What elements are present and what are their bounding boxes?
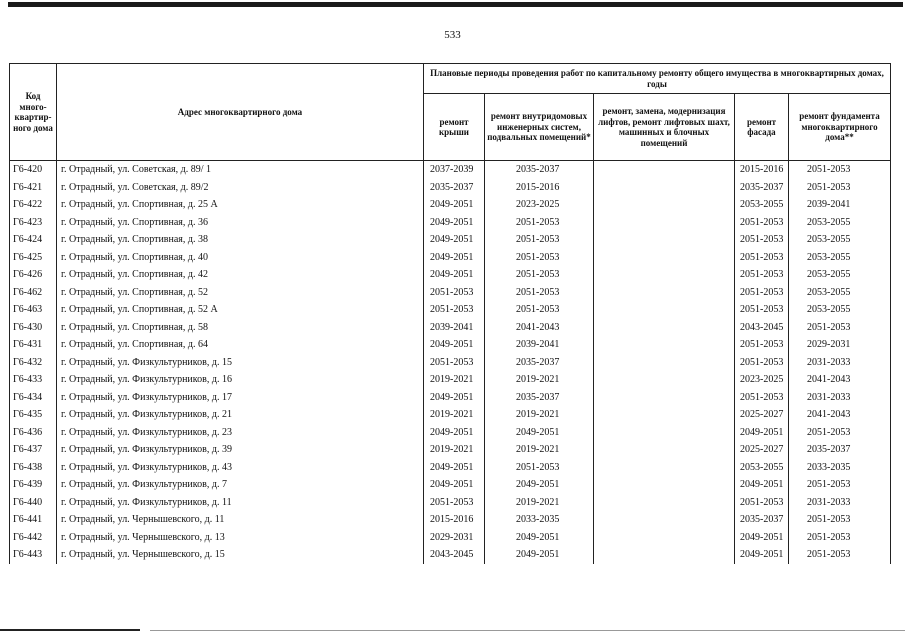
cell-lifts — [594, 406, 735, 424]
table-row — [10, 424, 891, 442]
cell-code: Г6-431 — [10, 336, 57, 354]
cell-foundation: 2051-2053 — [789, 529, 891, 547]
cell-roof: 2049-2051 — [424, 231, 485, 249]
table-row — [10, 179, 891, 197]
cell-foundation: 2031-2033 — [789, 494, 891, 512]
cell-address: г. Отрадный, ул. Спортивная, д. 42 — [57, 266, 424, 284]
cell-roof: 2049-2051 — [424, 196, 485, 214]
cell-address: г. Отрадный, ул. Физкультурников, д. 39 — [57, 441, 424, 459]
cell-facade: 2051-2053 — [735, 284, 789, 302]
cell-facade: 2051-2053 — [735, 249, 789, 267]
cell-code: Г6-433 — [10, 371, 57, 389]
table-row — [10, 319, 891, 337]
cell-roof: 2051-2053 — [424, 354, 485, 372]
cell-foundation: 2051-2053 — [789, 511, 891, 529]
cell-foundation: 2051-2053 — [789, 319, 891, 337]
cell-facade: 2053-2055 — [735, 459, 789, 477]
cell-engineering: 2051-2053 — [485, 249, 594, 267]
cell-address: г. Отрадный, ул. Спортивная, д. 58 — [57, 319, 424, 337]
cell-code: Г6-437 — [10, 441, 57, 459]
cell-engineering: 2035-2037 — [485, 389, 594, 407]
cell-address: г. Отрадный, ул. Спортивная, д. 38 — [57, 231, 424, 249]
cell-facade: 2035-2037 — [735, 179, 789, 197]
cell-foundation: 2029-2031 — [789, 336, 891, 354]
cell-foundation: 2031-2033 — [789, 389, 891, 407]
header-engineering: ремонт внутридомовых инженерных систем, подвальных помещений* — [485, 94, 594, 161]
cell-code: Г6-420 — [10, 161, 57, 179]
table-row — [10, 511, 891, 529]
cell-foundation: 2035-2037 — [789, 441, 891, 459]
header-row-top — [10, 64, 891, 94]
cell-facade: 2025-2027 — [735, 441, 789, 459]
cell-roof: 2049-2051 — [424, 476, 485, 494]
header-address: Адрес многоквартирного дома — [57, 64, 424, 161]
table-row — [10, 354, 891, 372]
cell-code: Г6-442 — [10, 529, 57, 547]
cell-roof: 2035-2037 — [424, 179, 485, 197]
cell-facade: 2051-2053 — [735, 494, 789, 512]
cell-code: Г6-421 — [10, 179, 57, 197]
cell-lifts — [594, 214, 735, 232]
cell-facade: 2035-2037 — [735, 511, 789, 529]
cell-address: г. Отрадный, ул. Физкультурников, д. 11 — [57, 494, 424, 512]
cell-foundation: 2051-2053 — [789, 546, 891, 564]
cell-facade: 2049-2051 — [735, 424, 789, 442]
cell-lifts — [594, 546, 735, 564]
cell-lifts — [594, 389, 735, 407]
cell-foundation: 2053-2055 — [789, 266, 891, 284]
table-row — [10, 249, 891, 267]
cell-facade: 2025-2027 — [735, 406, 789, 424]
table-row — [10, 494, 891, 512]
cell-foundation: 2053-2055 — [789, 231, 891, 249]
cell-address: г. Отрадный, ул. Физкультурников, д. 15 — [57, 354, 424, 372]
cell-facade: 2051-2053 — [735, 301, 789, 319]
cell-address: г. Отрадный, ул. Спортивная, д. 36 — [57, 214, 424, 232]
cell-engineering: 2051-2053 — [485, 284, 594, 302]
cell-engineering: 2033-2035 — [485, 511, 594, 529]
cell-engineering: 2019-2021 — [485, 441, 594, 459]
cell-engineering: 2041-2043 — [485, 319, 594, 337]
cell-foundation: 2039-2041 — [789, 196, 891, 214]
cell-foundation: 2053-2055 — [789, 249, 891, 267]
cell-engineering: 2019-2021 — [485, 406, 594, 424]
cell-foundation: 2031-2033 — [789, 354, 891, 372]
cell-lifts — [594, 266, 735, 284]
page-number: 533 — [444, 29, 461, 41]
cell-facade: 2051-2053 — [735, 389, 789, 407]
cell-engineering: 2051-2053 — [485, 266, 594, 284]
cell-roof: 2039-2041 — [424, 319, 485, 337]
cell-roof: 2019-2021 — [424, 406, 485, 424]
header-lifts: ремонт, замена, модернизация лифтов, ремонт лифтовых шахт, машинных и блочных помещений — [594, 94, 735, 161]
cell-address: г. Отрадный, ул. Чернышевского, д. 11 — [57, 511, 424, 529]
cell-code: Г6-425 — [10, 249, 57, 267]
table-body — [10, 161, 891, 564]
cell-foundation: 2053-2055 — [789, 301, 891, 319]
repair-schedule-table — [9, 63, 891, 564]
cell-code: Г6-423 — [10, 214, 57, 232]
cell-roof: 2051-2053 — [424, 301, 485, 319]
cell-engineering: 2051-2053 — [485, 459, 594, 477]
cell-address: г. Отрадный, ул. Чернышевского, д. 13 — [57, 529, 424, 547]
cell-address: г. Отрадный, ул. Спортивная, д. 64 — [57, 336, 424, 354]
cell-code: Г6-430 — [10, 319, 57, 337]
cell-address: г. Отрадный, ул. Спортивная, д. 25 А — [57, 196, 424, 214]
cell-code: Г6-441 — [10, 511, 57, 529]
cell-engineering: 2019-2021 — [485, 371, 594, 389]
cell-foundation: 2051-2053 — [789, 179, 891, 197]
cell-code: Г6-439 — [10, 476, 57, 494]
table-row — [10, 406, 891, 424]
table-row — [10, 196, 891, 214]
cell-code: Г6-432 — [10, 354, 57, 372]
cell-code: Г6-436 — [10, 424, 57, 442]
cell-lifts — [594, 476, 735, 494]
cell-roof: 2049-2051 — [424, 389, 485, 407]
header-facade: ремонт фасада — [735, 94, 789, 161]
cell-address: г. Отрадный, ул. Советская, д. 89/2 — [57, 179, 424, 197]
cell-foundation: 2051-2053 — [789, 424, 891, 442]
cell-facade: 2023-2025 — [735, 371, 789, 389]
cell-facade: 2043-2045 — [735, 319, 789, 337]
cell-engineering: 2035-2037 — [485, 354, 594, 372]
cell-facade: 2053-2055 — [735, 196, 789, 214]
table-row — [10, 266, 891, 284]
cell-roof: 2049-2051 — [424, 266, 485, 284]
cell-code: Г6-443 — [10, 546, 57, 564]
cell-facade: 2051-2053 — [735, 231, 789, 249]
cell-roof: 2049-2051 — [424, 214, 485, 232]
cell-address: г. Отрадный, ул. Физкультурников, д. 17 — [57, 389, 424, 407]
cell-lifts — [594, 511, 735, 529]
cell-address: г. Отрадный, ул. Физкультурников, д. 7 — [57, 476, 424, 494]
cell-lifts — [594, 424, 735, 442]
bottom-rule — [150, 630, 905, 631]
cell-roof: 2019-2021 — [424, 441, 485, 459]
cell-engineering: 2049-2051 — [485, 476, 594, 494]
table-row — [10, 529, 891, 547]
cell-engineering: 2039-2041 — [485, 336, 594, 354]
cell-lifts — [594, 529, 735, 547]
cell-address: г. Отрадный, ул. Физкультурников, д. 21 — [57, 406, 424, 424]
cell-code: Г6-462 — [10, 284, 57, 302]
cell-facade: 2049-2051 — [735, 546, 789, 564]
cell-code: Г6-463 — [10, 301, 57, 319]
footnote-rule — [0, 629, 140, 631]
cell-lifts — [594, 441, 735, 459]
cell-foundation: 2053-2055 — [789, 214, 891, 232]
cell-lifts — [594, 179, 735, 197]
header-periods: Плановые периоды проведения работ по капитальному ремонту общего имущества в многоквартирных домах, годы — [424, 64, 891, 94]
cell-code: Г6-426 — [10, 266, 57, 284]
cell-roof: 2051-2053 — [424, 494, 485, 512]
cell-address: г. Отрадный, ул. Спортивная, д. 52 — [57, 284, 424, 302]
cell-lifts — [594, 354, 735, 372]
table-row — [10, 546, 891, 564]
table-row — [10, 214, 891, 232]
cell-foundation: 2051-2053 — [789, 161, 891, 179]
cell-foundation: 2041-2043 — [789, 371, 891, 389]
cell-address: г. Отрадный, ул. Спортивная, д. 40 — [57, 249, 424, 267]
table-row — [10, 371, 891, 389]
table-row — [10, 301, 891, 319]
cell-roof: 2049-2051 — [424, 336, 485, 354]
cell-address: г. Отрадный, ул. Физкультурников, д. 43 — [57, 459, 424, 477]
cell-address: г. Отрадный, ул. Спортивная, д. 52 А — [57, 301, 424, 319]
cell-facade: 2049-2051 — [735, 529, 789, 547]
header-roof: ремонт крыши — [424, 94, 485, 161]
table-row — [10, 389, 891, 407]
cell-roof: 2049-2051 — [424, 249, 485, 267]
cell-facade: 2015-2016 — [735, 161, 789, 179]
cell-engineering: 2051-2053 — [485, 231, 594, 249]
cell-engineering: 2035-2037 — [485, 161, 594, 179]
cell-roof: 2015-2016 — [424, 511, 485, 529]
cell-roof: 2049-2051 — [424, 459, 485, 477]
cell-engineering: 2049-2051 — [485, 529, 594, 547]
cell-foundation: 2041-2043 — [789, 406, 891, 424]
table-row — [10, 336, 891, 354]
cell-lifts — [594, 494, 735, 512]
cell-roof: 2049-2051 — [424, 424, 485, 442]
cell-roof: 2051-2053 — [424, 284, 485, 302]
cell-address: г. Отрадный, ул. Физкультурников, д. 23 — [57, 424, 424, 442]
cell-roof: 2037-2039 — [424, 161, 485, 179]
cell-lifts — [594, 284, 735, 302]
cell-engineering: 2049-2051 — [485, 424, 594, 442]
cell-lifts — [594, 249, 735, 267]
cell-foundation: 2051-2053 — [789, 476, 891, 494]
table-row — [10, 161, 891, 179]
top-rule — [8, 2, 903, 7]
cell-code: Г6-435 — [10, 406, 57, 424]
cell-engineering: 2023-2025 — [485, 196, 594, 214]
cell-lifts — [594, 336, 735, 354]
cell-facade: 2049-2051 — [735, 476, 789, 494]
cell-lifts — [594, 161, 735, 179]
cell-engineering: 2049-2051 — [485, 546, 594, 564]
cell-address: г. Отрадный, ул. Советская, д. 89/ 1 — [57, 161, 424, 179]
table-row — [10, 476, 891, 494]
cell-engineering: 2019-2021 — [485, 494, 594, 512]
table-row — [10, 459, 891, 477]
table-row — [10, 231, 891, 249]
cell-lifts — [594, 459, 735, 477]
cell-facade: 2051-2053 — [735, 214, 789, 232]
cell-foundation: 2033-2035 — [789, 459, 891, 477]
cell-engineering: 2051-2053 — [485, 214, 594, 232]
cell-lifts — [594, 371, 735, 389]
cell-address: г. Отрадный, ул. Чернышевского, д. 15 — [57, 546, 424, 564]
cell-code: Г6-424 — [10, 231, 57, 249]
cell-lifts — [594, 196, 735, 214]
table-row — [10, 284, 891, 302]
cell-roof: 2043-2045 — [424, 546, 485, 564]
cell-roof: 2029-2031 — [424, 529, 485, 547]
table-row — [10, 441, 891, 459]
cell-lifts — [594, 319, 735, 337]
cell-facade: 2051-2053 — [735, 336, 789, 354]
cell-code: Г6-438 — [10, 459, 57, 477]
cell-code: Г6-440 — [10, 494, 57, 512]
header-foundation: ремонт фундамента многоквартирного дома** — [789, 94, 891, 161]
cell-code: Г6-434 — [10, 389, 57, 407]
cell-facade: 2051-2053 — [735, 354, 789, 372]
cell-roof: 2019-2021 — [424, 371, 485, 389]
header-code: Код много-квартир-ного дома — [10, 64, 57, 161]
cell-lifts — [594, 301, 735, 319]
cell-foundation: 2053-2055 — [789, 284, 891, 302]
cell-code: Г6-422 — [10, 196, 57, 214]
cell-lifts — [594, 231, 735, 249]
cell-engineering: 2051-2053 — [485, 301, 594, 319]
cell-engineering: 2015-2016 — [485, 179, 594, 197]
cell-facade: 2051-2053 — [735, 266, 789, 284]
cell-address: г. Отрадный, ул. Физкультурников, д. 16 — [57, 371, 424, 389]
